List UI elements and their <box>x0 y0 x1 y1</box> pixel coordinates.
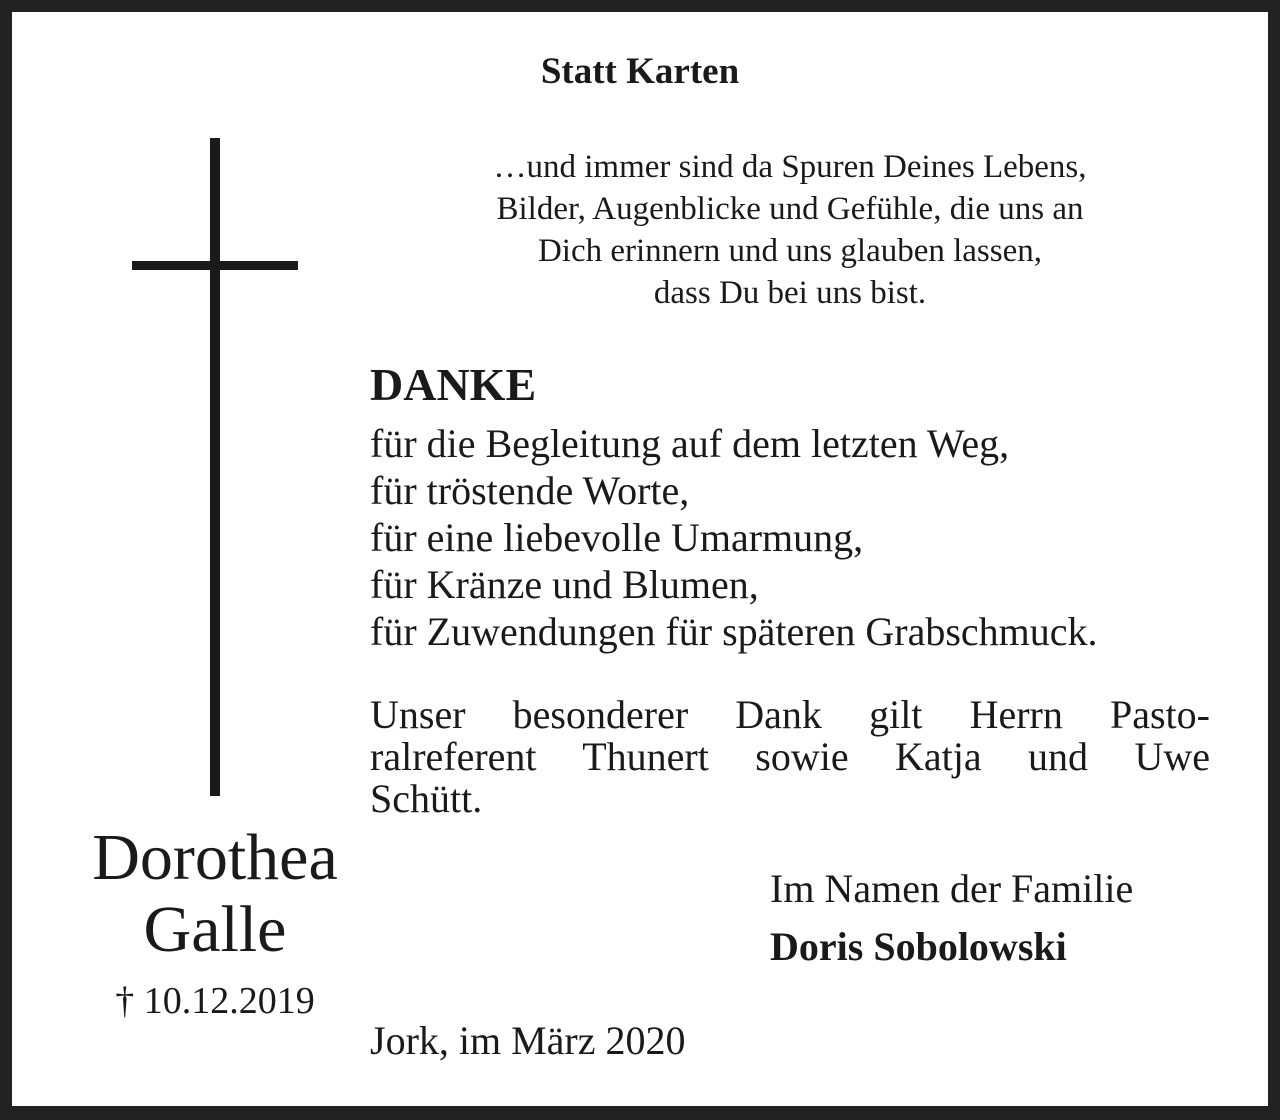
header-title: Statt Karten <box>540 51 740 92</box>
quote <box>370 146 1210 314</box>
deceased-name <box>50 822 380 966</box>
danke-list <box>370 420 1098 655</box>
special-thanks-line: Schütt. <box>370 776 483 821</box>
quote-line: …und immer sind da Spuren Deines Lebens, <box>493 149 1087 185</box>
quote-line: Bilder, Augenblicke und Gefühle, die uns an <box>496 191 1084 227</box>
special-thanks-line: Unser besonderer Dank gilt Herrn Pasto- <box>370 692 1210 737</box>
danke-title: DANKE <box>370 359 537 410</box>
cross-horizontal-bar <box>132 261 298 270</box>
deceased-last-name: Galle <box>143 893 287 966</box>
danke-item: für die Begleitung auf dem letzten Weg, <box>370 421 1010 466</box>
deceased-first-name: Dorothea <box>92 821 338 894</box>
death-date: † 10.12.2019 <box>115 980 315 1022</box>
place-date: Jork, im März 2020 <box>370 1018 686 1063</box>
family-line: Im Namen der Familie <box>770 866 1134 911</box>
special-thanks <box>370 694 1210 820</box>
danke-item: für Zuwendungen für späteren Grabschmuck. <box>370 609 1098 654</box>
cross-vertical-bar <box>210 138 220 796</box>
danke-item: für eine liebevolle Umarmung, <box>370 515 864 560</box>
quote-line: Dich erinnern und uns glauben lassen, <box>537 233 1043 269</box>
signer-name: Doris Sobolowski <box>770 924 1067 969</box>
danke-item: für Kränze und Blumen, <box>370 562 759 607</box>
danke-item: für tröstende Worte, <box>370 468 690 513</box>
special-thanks-line: ralreferent Thunert sowie Katja und Uwe <box>370 734 1210 779</box>
quote-line: dass Du bei uns bist. <box>653 275 927 311</box>
